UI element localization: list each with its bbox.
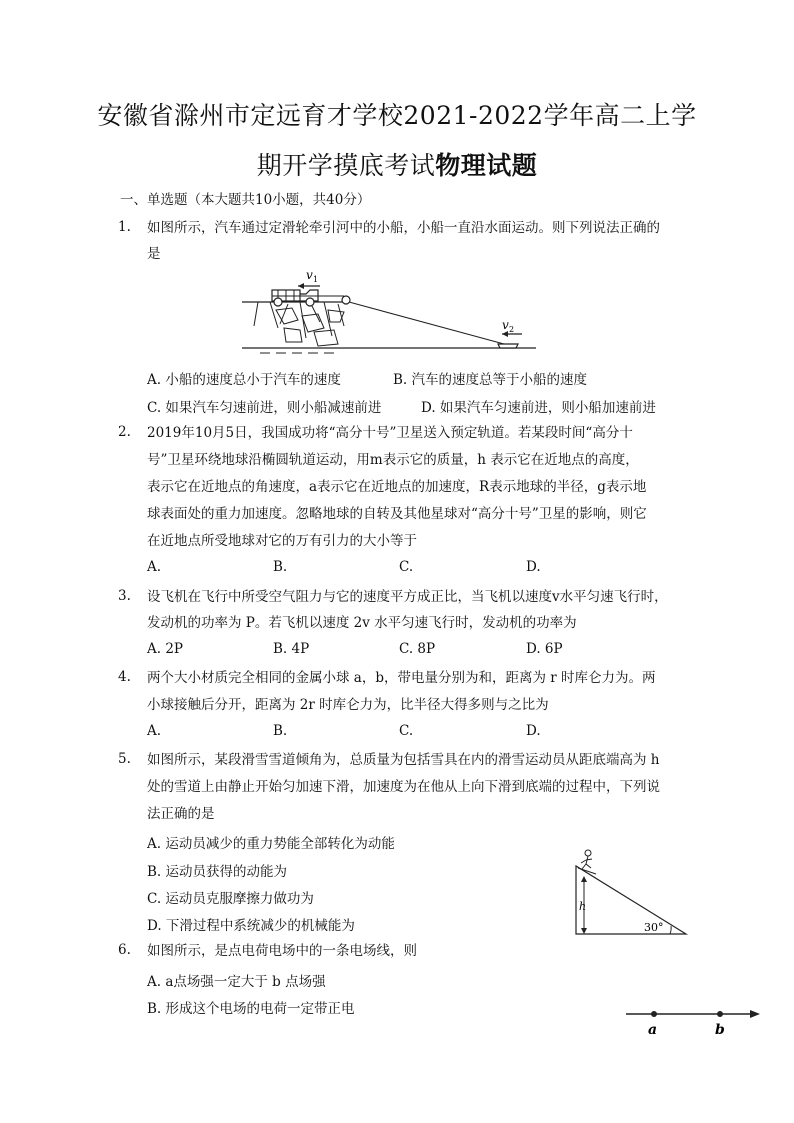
- q1-line-1: 如图所示，汽车通过定滑轮牵引河中的小船，小船一直沿水面运动。则下列说法正确的: [147, 220, 660, 236]
- q4-option-d: D.: [526, 723, 541, 739]
- q1-line-2: 是: [147, 246, 161, 262]
- q4-line-2: 小球接触后分开，距离为 2r 时库仑力为，比半径大得多则与之比为: [147, 697, 549, 713]
- q3-option-a: A. 2P: [147, 641, 184, 657]
- q6-b-label: b: [715, 1022, 725, 1038]
- q1-option-a: A. 小船的速度总小于汽车的速度: [147, 372, 341, 388]
- q5-option-c: C. 运动员克服摩擦力做功为: [147, 891, 314, 907]
- q5-h-label: h: [579, 900, 587, 913]
- q5-option-d: D. 下滑过程中系统减少的机械能为: [147, 918, 355, 934]
- title-line-1: 安徽省滁州市定远育才学校2021-2022学年高二上学: [97, 101, 697, 130]
- q3-option-b: B. 4P: [273, 641, 310, 657]
- q6-option-a: A. a点场强一定大于 b 点场强: [147, 974, 326, 990]
- title-line-2: [0, 146, 794, 182]
- q1-number: 1.: [118, 219, 131, 235]
- q4-option-a: A.: [147, 723, 162, 739]
- title-line-2-a: 期开学摸底考试: [256, 151, 436, 180]
- q3-option-c: C. 8P: [399, 641, 436, 657]
- q2-number: 2.: [118, 424, 131, 440]
- q3-line-1: 设飞机在飞行中所受空气阻力与它的速度平方成正比，当飞机以速度v水平匀速飞行时，: [147, 589, 668, 605]
- q2-line-5: 在近地点所受地球对它的万有引力的大小等于: [147, 533, 417, 549]
- q2-option-b: B.: [273, 559, 288, 575]
- q1-v2-sub: 2: [509, 325, 515, 334]
- q4-option-c: C.: [399, 723, 414, 739]
- q5-angle-label: 30°: [644, 921, 664, 934]
- q1-option-b: B. 汽车的速度总等于小船的速度: [393, 372, 588, 388]
- q1-option-c: C. 如果汽车匀速前进，则小船减速前进: [147, 400, 382, 416]
- q5-line-1: 如图所示，某段滑雪雪道倾角为，总质量为包括雪具在内的滑雪运动员从距底端高为 h: [147, 752, 660, 768]
- q2-line-2: 号”卫星环绕地球沿椭圆轨道运动，用m表示它的质量，h 表示它在近地点的高度，: [147, 452, 639, 468]
- q6-number: 6.: [118, 942, 131, 958]
- q2-option-d: D.: [526, 559, 541, 575]
- q1-v1-sub: 1: [313, 275, 319, 284]
- q5-figure: [566, 846, 690, 938]
- q1-option-d: D. 如果汽车匀速前进，则小船加速前进: [421, 400, 656, 416]
- q3-option-d: D. 6P: [526, 641, 563, 657]
- q3-line-2: 发动机的功率为 P。若飞机以速度 2v 水平匀速飞行时，发动机的功率为: [147, 615, 577, 631]
- q1-v1-label: v: [306, 268, 313, 282]
- q5-option-b: B. 运动员获得的动能为: [147, 864, 288, 880]
- q3-number: 3.: [118, 588, 131, 604]
- q6-line-1: 如图所示，是点电荷电场中的一条电场线，则: [147, 943, 417, 959]
- q1-figure: [240, 266, 540, 358]
- q2-line-3: 表示它在近地点的角速度，a表示它在近地点的加速度，R表示地球的半径，g表示地: [147, 479, 647, 495]
- q5-option-a: A. 运动员减少的重力势能全部转化为动能: [147, 836, 395, 852]
- section-heading: 一、单选题（本大题共10小题，共40分）: [120, 192, 371, 208]
- q5-line-2: 处的雪道上由静止开始匀加速下滑，加速度为在他从上向下滑到底端的过程中，下列说: [147, 779, 660, 795]
- q4-line-1: 两个大小材质完全相同的金属小球 a，b，带电量分别为和，距离为 r 时库仑力为。两: [147, 670, 656, 686]
- q6-figure: [624, 1004, 764, 1038]
- title-line-2-b: 物理试题: [435, 151, 538, 180]
- q4-option-b: B.: [273, 723, 288, 739]
- q4-number: 4.: [118, 669, 131, 685]
- q1-v2-label: v: [502, 318, 509, 332]
- q6-option-b: B. 形成这个电场的电荷一定带正电: [147, 1001, 355, 1017]
- q2-line-4: 球表面处的重力加速度。忽略地球的自转及其他星球对“高分十号”卫星的影响，则它: [147, 506, 647, 522]
- q2-option-c: C.: [399, 559, 414, 575]
- q5-number: 5.: [118, 751, 131, 767]
- q2-line-1: 2019年10月5日，我国成功将“高分十号”卫星送入预定轨道。若某段时间“高分十: [147, 425, 633, 441]
- q6-a-label: a: [648, 1022, 658, 1038]
- q2-option-a: A.: [147, 559, 162, 575]
- q5-line-3: 法正确的是: [147, 806, 215, 822]
